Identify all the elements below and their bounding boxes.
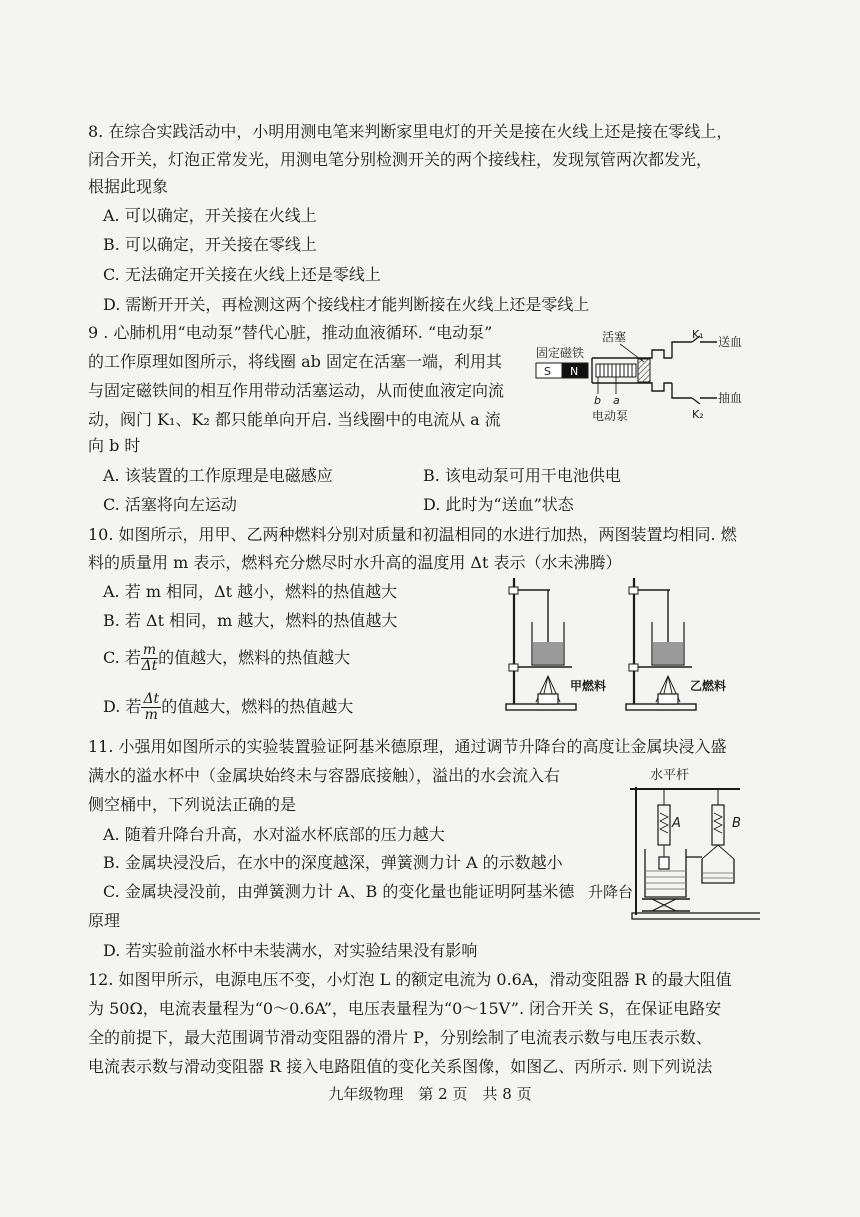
q10-c-denominator: Δt xyxy=(141,658,158,674)
q9-stem-line5: 向 b 时 xyxy=(88,436,141,455)
q11-option-b: B. 金属块浸没后，在水中的深度越深，弹簧测力计 A 的示数越小 xyxy=(103,853,563,872)
k1-label: K₁ xyxy=(692,328,704,341)
q11-stem-line3: 侧空桶中，下列说法正确的是 xyxy=(88,795,297,814)
q10-option-a: A. 若 m 相同，Δt 越小，燃料的热值越大 xyxy=(103,582,398,601)
q10-option-d-fraction xyxy=(141,692,161,723)
q9-option-b: B. 该电动泵可用干电池供电 xyxy=(423,466,621,485)
fuel-1-label: 甲燃料 xyxy=(570,679,607,693)
empty-bucket xyxy=(702,859,734,883)
q10-option-d-suffix: 的值越大，燃料的热值越大 xyxy=(161,697,354,716)
q10-option-d xyxy=(103,692,353,723)
q10-option-c xyxy=(103,643,350,674)
q10-option-c-prefix: C. 若 xyxy=(103,648,141,667)
q10-option-b: B. 若 Δt 相同，m 越大，燃料的热值越大 xyxy=(103,611,398,630)
terminal-a-label: a xyxy=(613,394,620,407)
send-blood-label: 送血 xyxy=(718,335,743,349)
s-pole-label: S xyxy=(544,365,551,378)
q10-stem-line2: 料的质量用 m 表示，燃料充分燃尽时水升高的温度用 Δt 表示（水未沸腾） xyxy=(88,553,622,572)
piston xyxy=(638,359,650,382)
q11-option-c-cont: 原理 xyxy=(88,911,121,930)
q11-option-d: D. 若实验前溢水杯中未装满水，对实验结果没有影响 xyxy=(103,941,478,960)
piston-label: 活塞 xyxy=(602,330,627,344)
q9-stem-line4: 动，阀门 K₁、K₂ 都只能单向开启. 当线圈中的电流从 a 流 xyxy=(88,410,501,429)
q11-option-a: A. 随着升降台升高，水对溢水杯底部的压力越大 xyxy=(103,825,445,844)
q9-option-d: D. 此时为“送血”状态 xyxy=(423,495,574,514)
q8-stem-line3: 根据此现象 xyxy=(88,177,169,196)
q12-stem-line4: 电流表示数与滑动变阻器 R 接入电路阻值的变化关系图像，如图乙、丙所示. 则下列说法 xyxy=(88,1057,713,1076)
lifting-stage-label: 升降台 xyxy=(588,883,634,901)
q11-option-c: C. 金属块浸没前，由弹簧测力计 A、B 的变化量也能证明阿基米德 xyxy=(103,882,575,901)
fuel-2-label: 乙燃料 xyxy=(690,679,727,693)
spring-b-label: B xyxy=(732,816,741,831)
fixed-magnet-label: 固定磁铁 xyxy=(536,346,585,360)
q9-option-c: C. 活塞将向左运动 xyxy=(103,495,237,514)
q10-stem-line1: 10. 如图所示，用甲、乙两种燃料分别对质量和初温相同的水进行加热，两图装置均相同. 燃 xyxy=(88,525,737,544)
q10-option-d-prefix: D. 若 xyxy=(103,697,142,716)
q10-option-c-suffix: 的值越大，燃料的热值越大 xyxy=(158,648,351,667)
coil-ab xyxy=(596,364,636,377)
valve-k2 xyxy=(692,398,700,404)
q9-stem-line2: 的工作原理如图所示，将线圈 ab 固定在活塞一端，利用其 xyxy=(88,352,502,371)
setup-fuel-2 xyxy=(626,578,696,710)
spring-a-label: A xyxy=(672,816,681,831)
q9-option-a: A. 该装置的工作原理是电磁感应 xyxy=(103,466,333,485)
q10-option-c-fraction xyxy=(141,643,158,674)
q8-option-b: B. 可以确定，开关接在零线上 xyxy=(103,235,317,254)
n-pole-label: N xyxy=(570,365,579,378)
q9-stem-line3: 与固定磁铁间的相互作用带动活塞运动，从而使血液定向流 xyxy=(88,381,505,400)
draw-blood-label: 抽血 xyxy=(718,391,743,405)
q10-d-denominator: m xyxy=(144,707,158,723)
q10-c-numerator: m xyxy=(142,642,157,658)
q12-stem-line3: 全的前提下，最大范围调节滑动变阻器的滑片 P，分别绘制了电流表示数与电压表示数、 xyxy=(88,1028,712,1047)
q9-stem-line1: 9 . 心肺机用“电动泵”替代心脏，推动血液循环. “电动泵” xyxy=(88,323,493,342)
q12-stem-line2: 为 50Ω，电流表量程为“0～0.6A”，电压表量程为“0～15V”. 闭合开关 S，在保证电路安 xyxy=(88,999,722,1018)
q8-option-c: C. 无法确定开关接在火线上还是零线上 xyxy=(103,265,381,284)
terminal-b-label: b xyxy=(594,394,601,407)
q8-option-d: D. 需断开开关，再检测这两个接线柱才能判断接在火线上还是零线上 xyxy=(103,295,590,314)
pump-label: 电动泵 xyxy=(592,409,629,423)
q9-pump-figure xyxy=(532,328,752,428)
q10-d-numerator: Δt xyxy=(143,691,160,707)
horizontal-bar-label: 水平杆 xyxy=(650,768,690,783)
setup-fuel-1 xyxy=(506,578,576,710)
q8-stem-line2: 闭合开关，灯泡正常发光，用测电笔分别检测开关的两个接线柱，发现氖管两次都发光， xyxy=(88,150,713,169)
q11-stem-line1: 11. 小强用如图所示的实验装置验证阿基米德原理，通过调节升降台的高度让金属块浸入盛 xyxy=(88,737,727,756)
metal-block xyxy=(659,857,669,869)
q10-heating-figure xyxy=(500,572,750,717)
k2-label: K₂ xyxy=(692,408,704,421)
q11-stem-line2: 满水的溢水杯中（金属块始终未与容器底接触），溢出的水会流入右 xyxy=(88,766,561,785)
page-footer: 九年级物理 第 2 页 共 8 页 xyxy=(328,1085,532,1103)
q8-option-a: A. 可以确定，开关接在火线上 xyxy=(103,206,317,225)
q8-stem-line1: 8. 在综合实践活动中，小明用测电笔来判断家里电灯的开关是接在火线上还是接在零线上， xyxy=(88,122,733,141)
q12-stem-line1: 12. 如图甲所示，电源电压不变，小灯泡 L 的额定电流为 0.6A，滑动变阻器 R 的最大阻值 xyxy=(88,970,732,989)
